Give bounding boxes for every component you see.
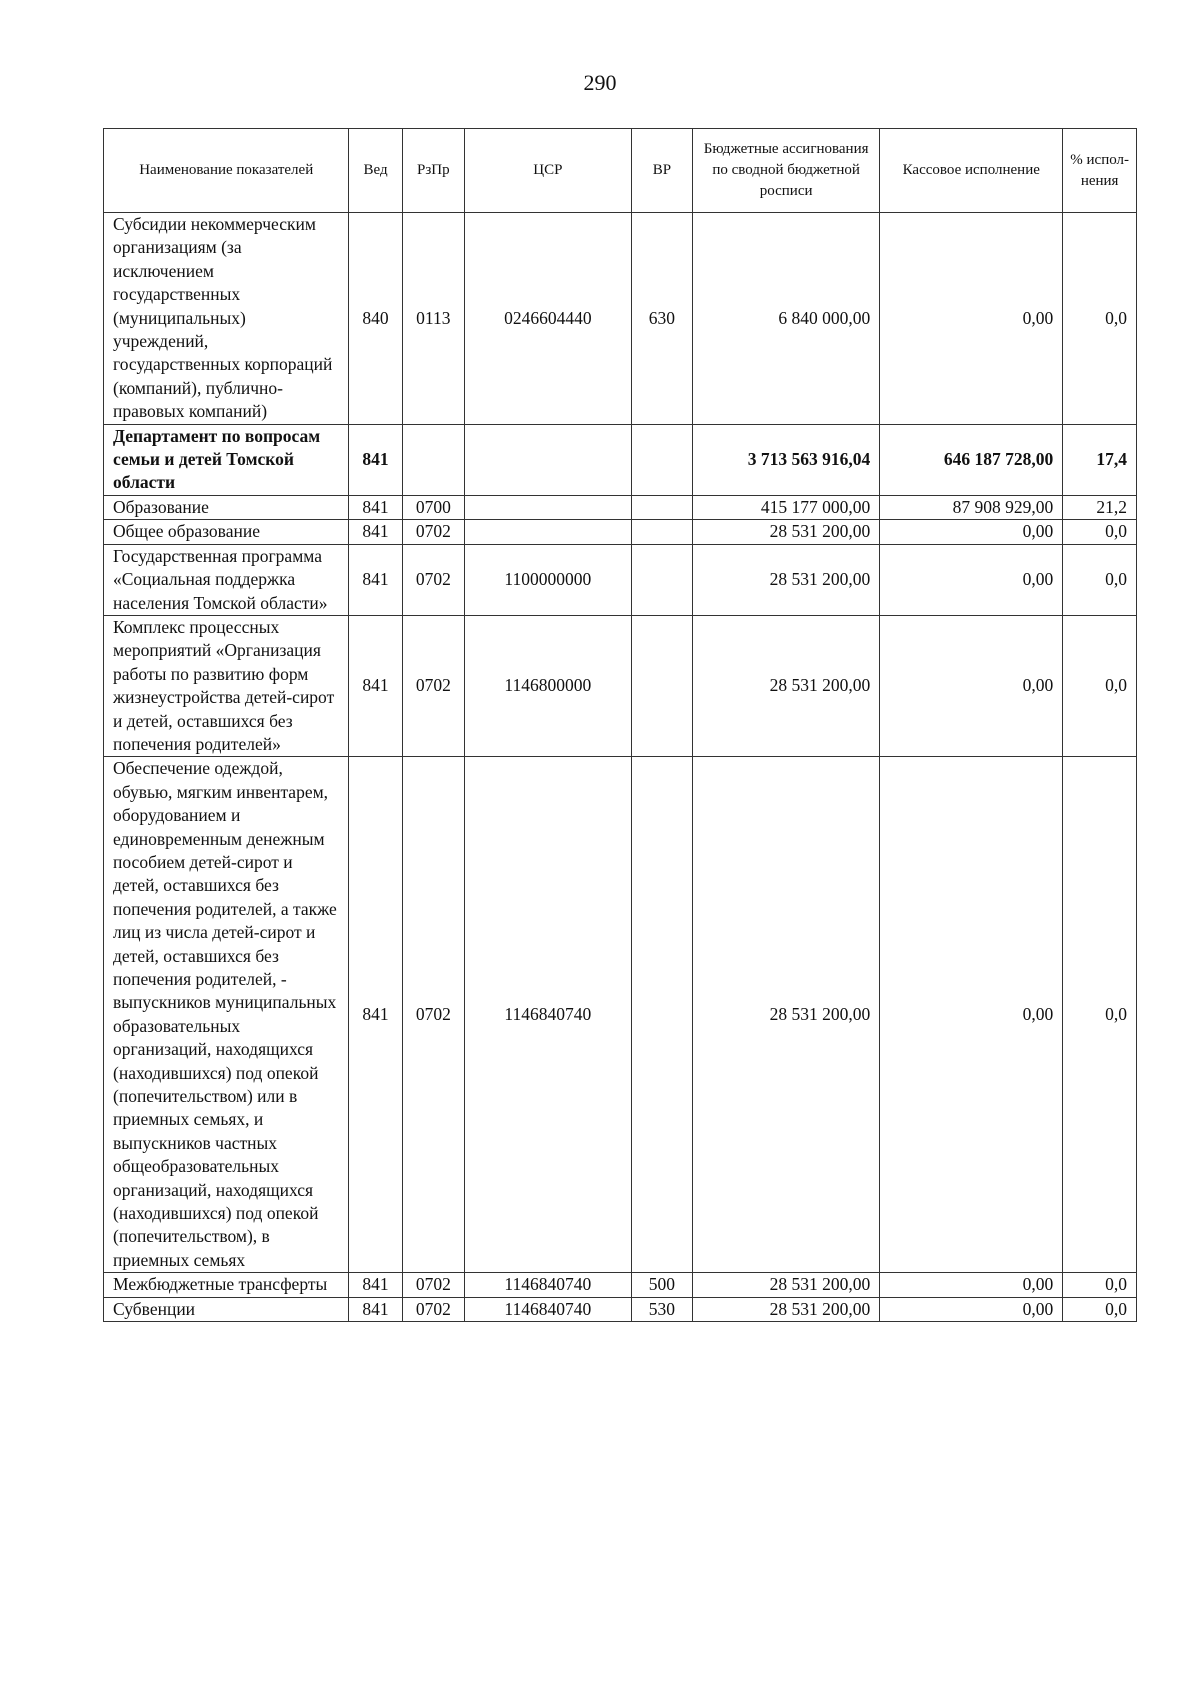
- row-budget: 28 531 200,00: [693, 544, 880, 615]
- row-budget: 28 531 200,00: [693, 615, 880, 756]
- row-vr: 530: [631, 1297, 692, 1321]
- row-name: Субсидии некоммерческим организациям (за исключением государственных (муниципальных) учреждений, государственных корпораций (компаний), публично-правовых компаний): [104, 213, 349, 425]
- row-csr: 1100000000: [465, 544, 632, 615]
- row-percent: 0,0: [1063, 1273, 1137, 1297]
- row-vr: 500: [631, 1273, 692, 1297]
- row-budget: 28 531 200,00: [693, 1273, 880, 1297]
- table-row: [104, 424, 1137, 495]
- row-csr: 1146800000: [465, 615, 632, 756]
- row-rzpr: 0113: [402, 213, 464, 425]
- row-budget: 6 840 000,00: [693, 213, 880, 425]
- row-rzpr: 0702: [402, 520, 464, 544]
- header-csr: ЦСР: [465, 129, 632, 213]
- row-cash: 87 908 929,00: [880, 495, 1063, 519]
- row-cash: 0,00: [880, 544, 1063, 615]
- header-name: Наименование показателей: [104, 129, 349, 213]
- row-name: Комплекс процессных мероприятий «Организация работы по развитию форм жизнеустройства детей-сирот и детей, оставшихся без попечения родителей»: [104, 615, 349, 756]
- row-cash: 0,00: [880, 520, 1063, 544]
- row-budget: 3 713 563 916,04: [693, 424, 880, 495]
- row-name: Департамент по вопросам семьи и детей Томской области: [104, 424, 349, 495]
- row-ved: 841: [349, 520, 402, 544]
- row-cash: 0,00: [880, 757, 1063, 1273]
- row-csr: [465, 495, 632, 519]
- row-percent: 0,0: [1063, 757, 1137, 1273]
- row-vr: [631, 757, 692, 1273]
- table-row: [104, 615, 1137, 756]
- row-cash: 0,00: [880, 1297, 1063, 1321]
- row-name: Государственная программа «Социальная поддержка населения Томской области»: [104, 544, 349, 615]
- table-header-row: [104, 129, 1137, 213]
- row-name: Субвенции: [104, 1297, 349, 1321]
- row-vr: [631, 520, 692, 544]
- header-ved: Вед: [349, 129, 402, 213]
- header-cash: Кассовое исполнение: [880, 129, 1063, 213]
- row-budget: 415 177 000,00: [693, 495, 880, 519]
- row-ved: 841: [349, 1273, 402, 1297]
- row-percent: 17,4: [1063, 424, 1137, 495]
- row-csr: 0246604440: [465, 213, 632, 425]
- row-rzpr: [402, 424, 464, 495]
- row-vr: [631, 615, 692, 756]
- row-budget: 28 531 200,00: [693, 1297, 880, 1321]
- table-row: [104, 544, 1137, 615]
- row-vr: [631, 424, 692, 495]
- row-csr: 1146840740: [465, 757, 632, 1273]
- row-csr: 1146840740: [465, 1273, 632, 1297]
- header-vr: ВР: [631, 129, 692, 213]
- row-vr: [631, 544, 692, 615]
- row-ved: 840: [349, 213, 402, 425]
- page-number: 290: [583, 70, 617, 95]
- row-budget: 28 531 200,00: [693, 757, 880, 1273]
- row-percent: 0,0: [1063, 213, 1137, 425]
- row-name: Образование: [104, 495, 349, 519]
- row-ved: 841: [349, 1297, 402, 1321]
- row-ved: 841: [349, 544, 402, 615]
- table-row: [104, 495, 1137, 519]
- row-csr: 1146840740: [465, 1297, 632, 1321]
- row-cash: 0,00: [880, 213, 1063, 425]
- row-percent: 0,0: [1063, 1297, 1137, 1321]
- row-rzpr: 0702: [402, 1297, 464, 1321]
- row-rzpr: 0702: [402, 615, 464, 756]
- row-vr: 630: [631, 213, 692, 425]
- row-rzpr: 0700: [402, 495, 464, 519]
- row-name: Общее образование: [104, 520, 349, 544]
- header-percent: % испол-нения: [1063, 129, 1137, 213]
- row-csr: [465, 520, 632, 544]
- header-rzpr: РзПр: [402, 129, 464, 213]
- row-ved: 841: [349, 495, 402, 519]
- row-name: Обеспечение одеждой, обувью, мягким инвентарем, оборудованием и единовременным денежным пособием детей-сирот и детей, оставшихся без попечения родителей, а также лиц из числа детей-сирот и детей, оставшихся без попечения родителей, - выпускников муниципальных образовательных организаций, находящихся (находившихся) под опекой (попечительством) или в приемных семьях, и выпускников частных общеобразовательных организаций, находящихся (находившихся) под опекой (попечительством), в приемных семьях: [104, 757, 349, 1273]
- row-ved: 841: [349, 757, 402, 1273]
- row-cash: 0,00: [880, 1273, 1063, 1297]
- table-row: [104, 213, 1137, 425]
- row-cash: 646 187 728,00: [880, 424, 1063, 495]
- header-budget: Бюджетные ассигнования по сводной бюджетной росписи: [693, 129, 880, 213]
- row-percent: 0,0: [1063, 520, 1137, 544]
- table-row: [104, 1297, 1137, 1321]
- row-rzpr: 0702: [402, 544, 464, 615]
- row-rzpr: 0702: [402, 1273, 464, 1297]
- row-vr: [631, 495, 692, 519]
- row-percent: 0,0: [1063, 544, 1137, 615]
- row-percent: 0,0: [1063, 615, 1137, 756]
- row-name: Межбюджетные трансферты: [104, 1273, 349, 1297]
- row-percent: 21,2: [1063, 495, 1137, 519]
- row-cash: 0,00: [880, 615, 1063, 756]
- row-csr: [465, 424, 632, 495]
- row-budget: 28 531 200,00: [693, 520, 880, 544]
- budget-table: [103, 128, 1137, 1322]
- table-row: [104, 520, 1137, 544]
- row-ved: 841: [349, 424, 402, 495]
- table-row: [104, 757, 1137, 1273]
- table-row: [104, 1273, 1137, 1297]
- row-ved: 841: [349, 615, 402, 756]
- row-rzpr: 0702: [402, 757, 464, 1273]
